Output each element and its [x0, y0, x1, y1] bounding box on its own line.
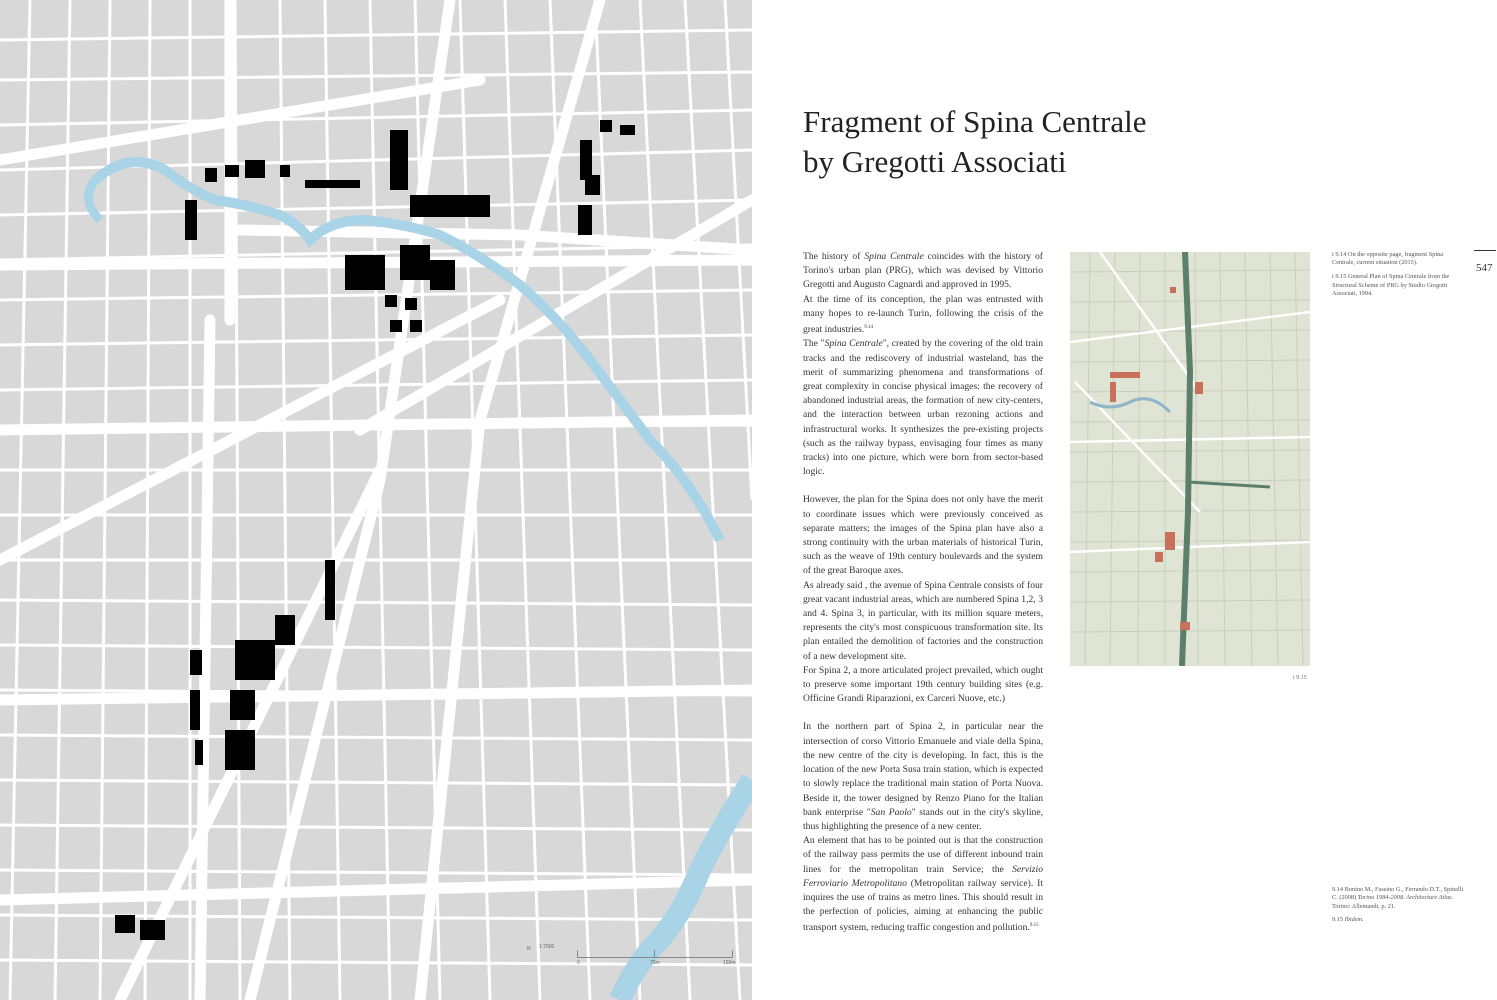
page-title [803, 102, 1303, 182]
general-plan-image [1070, 252, 1310, 666]
plan-drawing [1070, 252, 1310, 666]
page-number: 547 [1476, 262, 1493, 274]
footnote-9-15: 9.15 Ibidem. [1332, 916, 1364, 924]
scale-tick-150: 150m [723, 960, 736, 966]
footnotes [1332, 886, 1467, 930]
caption-9-15: i 9.15 General Plan of Spina Centrale from the Structural Scheme of PRG by Studio Gregotti Associati, 1994. [1332, 273, 1450, 297]
paragraph-3: The "Spina Centrale", created by the covering of the old train tracks and the rediscovery of industrial wasteland, has the merit of summarizing phenomena and transformations of great complexity in concise physical images: the recovery of abandoned industrial areas, the formation of new city-centers, and the interaction between urban rezoning actions and infrastructural works. It synthesizes the pre-existing projects (such as the railway bypass, envisaging four times as many tracks) into one picture, which were born from sector-based logic. [803, 338, 1043, 478]
body-text [803, 250, 1043, 936]
scale-tick-0: 0 [577, 960, 580, 966]
figure-number: i 9.15 [1293, 675, 1307, 681]
caption-9-14: i 9.14 On the opposite page, fragment Spina Centrale, current situation (2015). [1332, 251, 1444, 267]
page-number-rule [1474, 250, 1496, 251]
title-line-2: by Gregotti Associati [803, 144, 1067, 179]
scale-ratio: 1:7500 [539, 944, 555, 950]
title-line-1: Fragment of Spina Centrale [803, 104, 1147, 139]
footnote-9-14: 9.14 Bonino M., Fassino G., Ferrando D.T., Spinelli C. (2008) Torino 1984-2008. Architecture Atlas. Torino: Allemandi, p. 21. [1332, 886, 1464, 910]
paragraph-5: As already said , the avenue of Spina Centrale consists of four great vacant industrial areas, which are numbered Spina 1,2, 3 and 4. Spina 3, in particular, with its million square meters, represents the city's most conspicuous transformation site. Its plan entailed the demolition of factories and the construction of a new development site. [803, 579, 1043, 662]
paragraph-2: At the time of its conception, the plan was entrusted with many hopes to re-launch Turin, following the crisis of the great industries.$^{9.14}$ [803, 293, 1043, 336]
paragraph-6: For Spina 2, a more articulated project prevailed, which ought to preserve some important 19th century building sites (e.g. Officine Grandi Riparazioni, ex Carceri Nuove, etc.) [803, 664, 1043, 705]
paragraph-7: In the northern part of Spina 2, in particular near the intersection of corso Vittorio Emanuele and viale della Spina, the new centre of the city is developing. In fact, this is the location of the new Porta Susa train station, which is expected to slowly replace the traditional main station of Porta Nuova. Beside it, the tower designed by Renzo Piano for the Italian bank enterprise "San Paolo" stands out in the city's skyline, thus highlighting the presence of a new center. [803, 721, 1043, 832]
north-arrow-label: N [527, 946, 531, 952]
right-page [752, 0, 1497, 1000]
paragraph-8: An element that has to be pointed out is that the construction of the railway pass permits the use of different inbound train lines for the metropolitan train Service; the Servizio Ferroviario Metropolitano (Metropolitan railway service). It inquires the use of trains as metro lines. This should result in the perfection of policies, aiming at enhancing the public transport system, reducing traffic congestion and pollution.$^{9.15}$ [803, 835, 1043, 934]
scale-tick-75: 75m [650, 960, 660, 966]
paragraph-4: However, the plan for the Spina does not only have the merit to coordinate issues which were previously conceived as separate matters; the images of the Spina plan have also a strong continuity with the urban materials of historical Turin, such as the weave of 19th century boulevards and the system of the great Baroque axes. [803, 494, 1043, 577]
scale-bar [527, 944, 747, 972]
figure-captions [1332, 251, 1462, 304]
paragraph-1: The history of Spina Centrale coincides with the history of Torino's urban plan (PRG), which was devised by Vittorio Gregotti and Augusto Cagnardi and approved in 1995. [803, 251, 1043, 291]
